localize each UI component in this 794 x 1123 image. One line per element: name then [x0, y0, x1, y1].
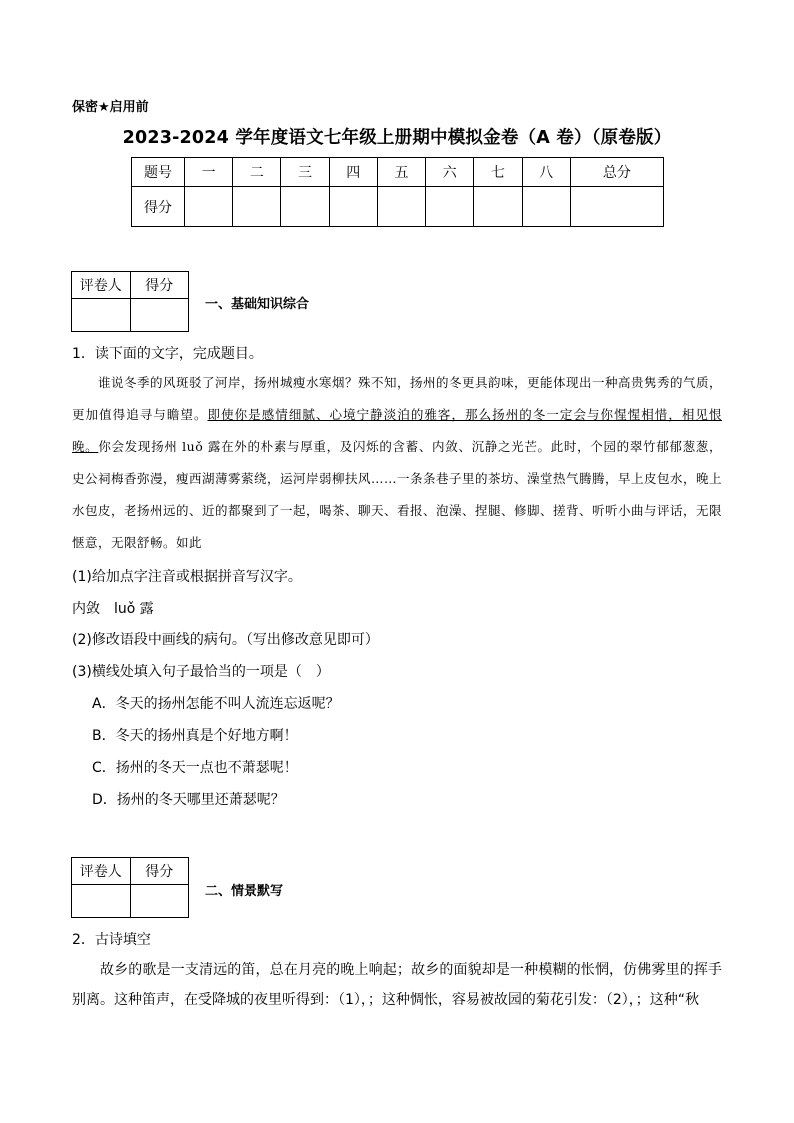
question-1: 1．读下面的文字，完成题目。 — [72, 346, 263, 362]
score-input-cell[interactable] — [281, 187, 329, 227]
option-b[interactable]: B．冬天的扬州真是个好地方啊！ — [92, 728, 298, 744]
subquestion-3: (3)横线处填入句子最恰当的一项是（ ） — [72, 664, 330, 680]
score-table-cell: 二 — [233, 158, 281, 187]
score-input-cell[interactable] — [426, 187, 474, 227]
grader-label: 评卷人 — [72, 858, 131, 885]
option-d[interactable]: D．扬州的冬天哪里还萧瑟呢？ — [92, 792, 285, 808]
score-table-header-row — [132, 158, 664, 187]
reading-passage — [72, 367, 722, 559]
score-table-cell: 八 — [522, 158, 570, 187]
poem-fill-passage: 故乡的歌是一支清远的笛，总在月亮的晚上响起；故乡的面貌却是一种模糊的怅惘，仿佛雾里的挥手别离。这种笛声，在受降城的夜里听得到：（1），；这种惆怅，容易被故园的菊花引发：（2），；这种“秋 — [72, 962, 722, 1008]
score-table-cell: 总分 — [570, 158, 663, 187]
page-title: 2023-2024 学年度语文七年级上册期中模拟金卷（A 卷）（原卷版） — [122, 128, 672, 148]
option-c[interactable]: C．扬州的冬天一点也不萧瑟呢！ — [92, 760, 298, 776]
score-table-cell: 四 — [329, 158, 377, 187]
score-table-cell: 一 — [185, 158, 233, 187]
subquestion-1-items: 内敛 luǒ 露 — [72, 601, 154, 617]
score-input-cell[interactable] — [522, 187, 570, 227]
grader-score-label: 得分 — [130, 858, 189, 885]
score-input-cell[interactable] — [329, 187, 377, 227]
score-table-cell: 七 — [474, 158, 522, 187]
grader-label: 评卷人 — [72, 272, 131, 299]
score-table-cell: 六 — [426, 158, 474, 187]
score-table-score-row — [132, 187, 664, 227]
score-input-cell[interactable] — [233, 187, 281, 227]
grader-score-label: 得分 — [130, 272, 189, 299]
underlined-sentence: 即使你是感情细腻、心境宁静淡泊的雅客，那么扬州的冬一定会与你惺惺相惜，相见恨晚。 — [72, 407, 722, 454]
score-input-cell[interactable] — [570, 187, 663, 227]
subquestion-2: (2)修改语段中画线的病句。（写出修改意见即可） — [72, 632, 379, 648]
grader-input-cell[interactable] — [72, 299, 131, 332]
score-table-cell: 题号 — [132, 158, 185, 187]
score-table-cell: 三 — [281, 158, 329, 187]
score-input-cell[interactable] — [474, 187, 522, 227]
section-title: 二、情景默写 — [205, 884, 284, 899]
question-2: 2．古诗填空 — [72, 932, 151, 948]
grader-box — [71, 857, 189, 918]
option-a[interactable]: A．冬天的扬州怎能不叫人流连忘返呢？ — [92, 696, 340, 712]
grader-score-input-cell[interactable] — [130, 885, 189, 918]
score-input-cell[interactable] — [185, 187, 233, 227]
score-table-cell: 五 — [377, 158, 425, 187]
grader-box — [71, 271, 189, 332]
score-table-cell: 得分 — [132, 187, 185, 227]
grader-score-input-cell[interactable] — [130, 299, 189, 332]
grader-input-cell[interactable] — [72, 885, 131, 918]
score-table — [131, 157, 664, 227]
section-title: 一、基础知识综合 — [205, 297, 310, 312]
passage-text: 你会发现扬州 luǒ 露在外的朴素与厚重，及闪烁的含蓄、内敛、沉静之光芒。此时，个园的翠竹郁郁葱葱，史公祠梅香弥漫，瘦西湖薄雾萦绕，运河岸弱柳扶风……一条条巷子里的茶坊、澡堂热气腾腾，早上皮包水，晚上水包皮，老扬州远的、近的都聚到了一起，喝茶、聊天、看报、泡澡、捏腿、修脚、搓背、听听小曲与评话，无限惬意，无限舒畅。如此 — [72, 439, 723, 550]
score-input-cell[interactable] — [377, 187, 425, 227]
subquestion-1: (1)给加点字注音或根据拼音写汉字。 — [72, 569, 302, 585]
confidential-label: 保密★启用前 — [72, 100, 149, 115]
passage-text: 谁说冬季的风斑驳了河岸，扬州城瘦水寒烟？殊不知，扬州的冬更具韵味，更能体现出一种高贵隽秀的气质，更加值得追寻与瞻望。 — [72, 375, 723, 422]
